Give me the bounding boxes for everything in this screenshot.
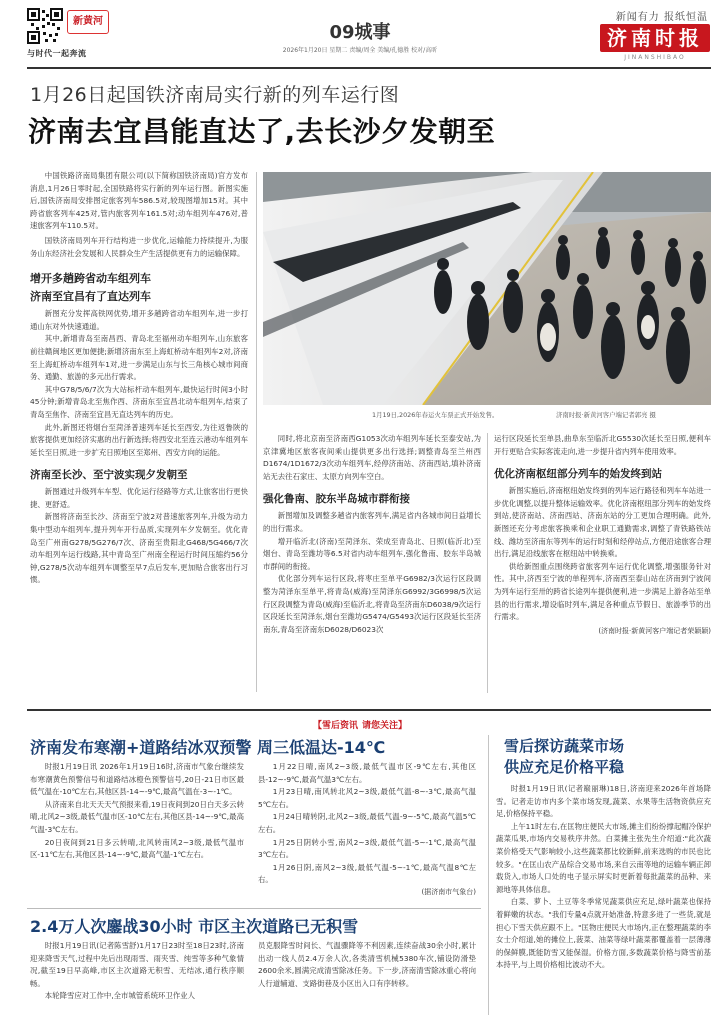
sub4-title: 优化济南枢纽部分列车的始发终到站 [494,468,662,481]
masthead [0,0,720,68]
sub3-title: 强化鲁南、胶东半岛城市群衔接 [263,493,410,506]
market-p1: 时报1月19日讯(记者巅丽琳)18日,济南迎来2026年首场降雪。记者走访市内多个菜市场发现,蔬菜、水果等生活物资供应充足,价格保持平稳。 [496,784,711,819]
section-title: 09城事 [329,22,391,43]
banner-rule [27,709,711,711]
market-headline-2: 供应充足价格平稳 [504,758,625,776]
roads-rule [27,908,481,909]
roads-p3: 员克服降雪时间长、气温骤降等不利因素,连续奋战30余小时,累计出动一线人员2.4万余人次,各类清雪机械5380车次,铺设防滑垫2600余米,圆满完成清雪除冰任务。下一步,济南清雪除冰重心将向人行道辅道、支路街巷及小区出入口有序转移。 [258,941,476,988]
weather-banner [310,713,410,731]
col4-credit: (济南时报·新黄河客户端记者荣颖颖) [598,626,711,635]
lead-photo [263,172,711,405]
station-photo-illustration [263,172,711,405]
col4-p1: 运行区段延长至单县,曲阜东至临沂北G5530次延长至日照,便利车开行更贴合实际客流走向,进一步提升省内列车使用效率。 [494,434,711,456]
sub4-p1: 新图实施后,济南枢纽始发终到的列车运行路径和列车车站进一步优化调整,以提升整体运输效率。优化济南枢纽部分列车的始发终到站,使济南站、济南西站、济南东站的分工更加合理明确。此外,新图还充分考虑旅客换乘和企业职工通勤需求,调整了青铁路铁站线、潍坊至济南东等列车的运行时刻和经停站点,方便沿途旅客合理出行,满足沿线旅客在枢纽站中转换乘。 [494,486,711,559]
lead-col-1 [30,170,248,587]
market-p2: 上午11时左右,在匡物庄便民大市场,摊主们纷纷撑起帽冷保护蔬菜瓜果,市场内交易秩序井然。白菜摊主张先生介绍道:"此次蔬菜价格受天气影响较小,这些蔬菜都比较新鲜,前来选购的市民也比较多。"在匡山农产品综合交易市场,来自云南等地的运输车辆正卸载货入,市场人口处的电子显示屏实时更新着每批蔬菜的品种、来源地等具体信息。 [496,821,711,894]
lead-intro-p2: 国铁济南局列车开行结构进一步优化,运输能力持续提升,为服务山东经济社会发展和人民群众生产生活提供更有力的运输保障。 [30,235,248,258]
sub1-p1: 新图充分发挥高铁网优势,增开多趟跨省动车组列车,进一步打通山东对外快速通道。 [30,309,248,331]
weather-p2: 从济南来自北天天天气预报来看,19日夜间到20日白天多云转晴,北风2~3级,最低气温市区-10℃左右,其他区县-14~-9℃,最高气温-3℃左右。 [30,799,244,834]
forecast-2: 1月23日晴,南风转北风2~3级,最低气温-8~-3℃,最高气温5℃左右。 [258,787,476,809]
weather-col-1 [30,761,244,862]
sub2-title: 济南至长沙、至宁波实现夕发朝至 [30,469,188,482]
sub1-title-2: 济南至宜昌有了直达列车 [30,290,151,304]
col-divider-3 [487,433,488,693]
sub1-title-1: 增开多趟跨省动车组列车 [30,272,151,286]
market-body [496,783,711,1016]
sub3-p3: 优化部分列车运行区段,将枣庄至单平G6982/3次运行区段调整为菏泽东至单平,将青岛(威海)至菏泽东G6992/3G6998/5次运行区段调整为青岛(威海)至临沂北,将青岛至济南东D6038/9次运行区段延长至菏泽东,烟台至潍坊G5474/G5493次运行区段延长至济南东,青岛至济南东D6028/D6023次 [263,574,481,634]
lead-headline: 济南去宜昌能直达了,去长沙夕发朝至 [28,115,496,148]
sub2-p2: 新图将济南至长沙、济南至宁波2对普速旅客列车,升级为动力集中型动车组列车,提升列车开行品质,实现列车夕发朝至。优化青岛至广州南G278/5G276/7次、济南至贵阳北G468/5G466/7次动车组列车运行线路,其中青岛至广州南全程运行时间压缩约56分钟,G278/5次动车组列车调整至早7点后发车,更加贴合旅客出行习惯。 [30,512,248,585]
slogan: 新闻有力 报纸恒温 [615,12,708,23]
sub1-p2: 其中,新增青岛至南昌西、青岛北至福州动车组列车,山东旅客前往赣闽地区更加便捷;新增济南东至上海虹桥动车组列车2对,济南至上海虹桥动车组列车1对,进一步满足山东与长三角核心城市间商务、通勤、旅游的多元出行需求。 [30,334,248,382]
sub2-p1: 新图通过升级列车车型、优化运行径路等方式,让旅客出行更快捷、更舒适。 [30,487,248,509]
sub3-p2: 增开临沂北(济南)至菏泽东、荣成至青岛北、日照(临沂北)至烟台、青岛至潍坊等6.5对省内动车组列车,强化鲁南、胶东半岛城市群间的衔接。 [263,536,481,571]
paper-pinyin: JINANSHIBAO [624,54,686,61]
paper-name: 济南时报 [607,26,703,50]
col-divider-1 [256,172,257,692]
photo-credit: 济南时报·新黄河客户端记者郭亮 摄 [556,411,656,419]
paper-name-box [600,24,710,52]
forecast-1: 1月22日晴,南风2~3级,最低气温市区-9℃左右,其他区县-12~-9℃,最高气温3℃左右。 [258,762,476,784]
masthead-rule [27,67,711,69]
weather-p1: 时报1月19日讯 2026年1月19日16时,济南市气象台继续发布寒潮黄色预警信号和道路结冰橙色预警信号,20日-21日市区最低气温在-10℃左右,其他区县-14~-9℃,最高气温在-3~-1℃。 [30,762,244,797]
roads-col-2 [258,940,476,1016]
weather-p3: 20日夜间到21日多云转晴,北风转南风2~3级,最低气温市区-11℃左右,其他区县-14~-9℃,最高气温-1℃左右。 [30,837,244,860]
photo-caption: 1月19日,2026年春运火车票正式开始发售。 [372,411,499,419]
sub4-p2: 供给新图重点围绕跨省旅客列车运行优化调整,增强服务针对性。其中,济西至宁波的单程列车,济南西至泰山站在济南到宁波间为列车运行至卅的跨省长途列车提供便利,进一步满足上游各站至单县的出行需求,增设临时列车,满足各种重点节假日、旅游季节的出行需求。 [494,561,711,622]
lead-col-3 [263,433,481,636]
brand-tagline: 与时代一起奔流 [27,49,87,58]
sub3-p1: 新图增加及调整多趟省内旅客列车,满足省内各城市间日益增长的出行需求。 [263,511,481,533]
lead-intro-p1: 中国铁路济南局集团有限公司(以下简称国铁济南局)官方发布消息,1月26日零时起,全国铁路将实行新的列车运行图。新图实施后,国铁济南局安排图定旅客列车586.5对,较现图增加15对。其中跨省旅客列车425对,管内旅客列车161.5对;动车组列车476对,普速旅客列车110.5对。 [30,171,248,231]
weather-headline: 济南发布寒潮+道路结冰双预警 周三低温达-14℃ [30,738,386,757]
weather-credit: (据济南市气象台) [421,887,476,896]
issue-meta: 2026年1月20日 星期二 责编/周全 美编/孔德胜 校对/高昕 [282,47,438,54]
weather-col-2 [258,761,476,897]
roads-p2: 本轮降雪应对工作中,全市城管系统环卫作业人 [44,991,195,1001]
forecast-4: 1月25日阴转小雪,南风2~3级,最低气温-5~-1℃,最高气温3℃左右。 [258,837,476,860]
forecast-3: 1月24日晴转阴,北风2~3级,最低气温-9~-5℃,最高气温5℃左右。 [258,812,476,834]
roads-headline: 2.4万人次鏖战30小时 市区主次道路已无积雪 [30,917,359,936]
sub1-p3: 其中G78/5/6/7次为大站标杆动车组列车,最快运行时间3小时45分钟;新增青岛北至焦作西、济南东至宜昌北动车组列车,结束了青岛至焦作、济南至宜昌无直达列车的历史。 [30,384,248,419]
market-p3: 白菜、萝卜、土豆等冬季常见蔬菜供应充足,绿叶蔬菜也保持着鲜嫩的状态。"我们专量4点就开始准备,特意多进了一些货,就是担心下雪天供应跟不上。"匡物庄便民大市场内,正在整理蔬菜的李女士介绍道,她的摊位上,菠菜、油菜等绿叶蔬菜都覆盖着一层薄薄的保鲜膜,既能防雪又能保湿。价格方面,多数蔬菜价格与降雪前基本持平,与上周价格相比波动不大。 [496,897,711,970]
roads-p1: 时报1月19日讯(记者陈雪舒)1月17日23时至18日23时,济南迎来降雪天气,过程中先后出现雨雪、雨夹雪、纯雪等多种气象情况,截至19日早高峰,市区主次道路无积雪、无结冰,通行秩序顺畅。 [30,941,244,988]
col3-p1: 同时,将北京南至济南西G1053次动车组列车延长至泰安站,为京津冀地区旅客夜间乘山提供更多出行选择;调整青岛至兰州西D1674/1D1672/3次动车组列车,经停济南站、济南西站,填补济南站无去往石家庄、太原方向列车空白。 [263,434,481,481]
sub1-p4: 此外,新图还将烟台至菏泽普速列车延长至西安,为往返鲁陕的旅客提供更加经济实惠的出行新选择;将西安北至连云港动车组列车延长至日照,进一步扩充日照地区至郑州、西安方向的运能。 [30,422,248,457]
banner-label-2: 请您关注】 [362,721,408,731]
brand-logo-text: 新黄河 [73,16,103,27]
market-divider [488,735,489,1015]
banner-label: 【雪后资讯 [312,721,358,731]
forecast-5: 1月26日阴,南风2~3级,最低气温-5~-1℃,最高气温8℃左右。 [258,862,476,885]
roads-col-1 [30,940,244,1003]
lead-kicker: 1月26日起国铁济南局实行新的列车运行图 [30,84,400,106]
market-headline-1: 雪后探访蔬菜市场 [504,737,625,755]
lead-col-4 [494,433,711,636]
